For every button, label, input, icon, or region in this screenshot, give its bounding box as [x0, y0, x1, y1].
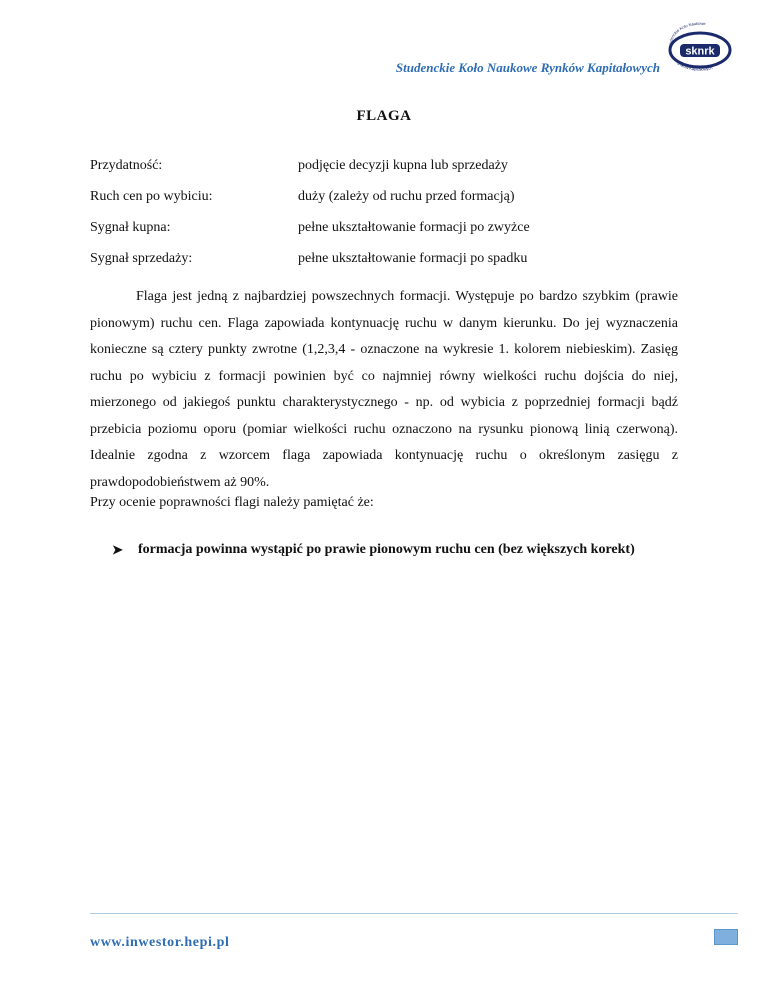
checklist	[112, 536, 672, 563]
property-label: Sygnał kupna:	[90, 220, 171, 235]
property-label: Przydatność:	[90, 158, 163, 173]
properties-table	[90, 158, 690, 282]
property-label: Ruch cen po wybiciu:	[90, 189, 213, 204]
footer-divider	[90, 913, 738, 914]
document-title: FLAGA	[356, 108, 412, 124]
property-row	[90, 189, 690, 220]
logo-arc-text-bottom: Rynków Kapitałowych	[675, 59, 713, 72]
checklist-intro: Przy ocenie poprawności flagi należy pamiętać że:	[90, 495, 374, 510]
page-number-box	[714, 929, 738, 945]
property-row	[90, 251, 690, 282]
list-item	[112, 536, 672, 563]
list-item-text: formacja powinna wystąpić po prawie pionowym ruchu cen (bez większych korekt)	[138, 542, 635, 557]
property-value: duży (zależy od ruchu przed formacją)	[298, 189, 515, 204]
property-value: podjęcie decyzji kupna lub sprzedaży	[298, 158, 508, 173]
property-row	[90, 220, 690, 251]
property-label: Sygnał sprzedaży:	[90, 251, 193, 266]
property-row	[90, 158, 690, 189]
arrow-bullet-icon: ➤	[112, 542, 123, 557]
logo-text: sknrk	[685, 45, 715, 58]
footer-url: www.inwestor.hepi.pl	[90, 935, 230, 950]
description-paragraph: Flaga jest jedną z najbardziej powszechnych formacji. Występuje po bardzo szybkim (prawie pionowym) ruchu cen. Flaga zapowiada kontynuację ruchu w danym kierunku. Do jej wyznaczenia konieczne są cztery punkty zwrotne (1,2,3,4 - oznaczone na wykresie 1. kolorem niebieskim). Zasięg ruchu po wybiciu z formacji powinien być co najmniej równy wielkości ruchu dojścia do niej, mierzonego od jakiegoś punktu charakterystycznego - np. od wybicia z poprzedniej formacji bądź przebicia poziomu oporu (pomiar wielkości ruchu oznaczono na rysunku pionową linią czerwoną). Idealnie zgodna z wzorcem flaga zapowiada kontynuację ruchu o określonym zasięgu z prawdopodobieństwem aż 90%.	[90, 289, 678, 490]
header-org-name: Studenckie Koło Naukowe Rynków Kapitałowych	[395, 60, 660, 75]
sknrk-logo	[662, 18, 736, 76]
logo-arc-text: Studenckie Koło Naukowe	[667, 20, 706, 49]
property-value: pełne ukształtowanie formacji po zwyżce	[298, 220, 530, 235]
property-value: pełne ukształtowanie formacji po spadku	[298, 251, 528, 266]
